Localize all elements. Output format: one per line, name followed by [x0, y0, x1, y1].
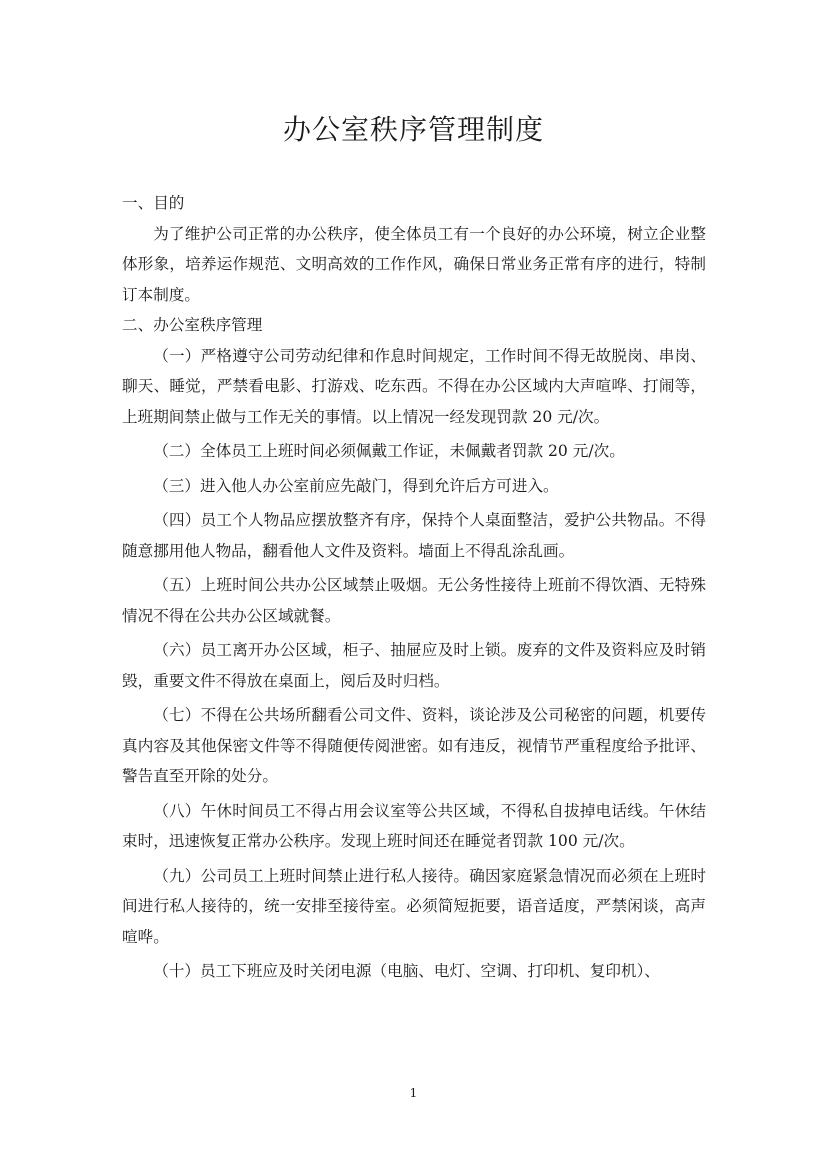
rule-paragraph-4: （四）员工个人物品应摆放整齐有序，保持个人桌面整洁，爱护公共物品。不得随意挪用他人物品，翻看他人文件及资料。墙面上不得乱涂乱画。: [122, 511, 706, 560]
rule-paragraph-6: （六）员工离开办公区域，柜子、抽屉应及时上锁。废弃的文件及资料应及时销毁，重要文件不得放在桌面上，阅后及时归档。: [122, 641, 706, 690]
section-heading-purpose: 一、目的: [122, 194, 185, 212]
page-number: 1: [409, 1086, 418, 1100]
rule-paragraph-1: （一）严格遵守公司劳动纪律和作息时间规定，工作时间不得无故脱岗、串岗、聊天、睡觉，严禁看电影、打游戏、吃东西。不得在办公区域内大声喧哗、打闹等，上班期间禁止做与工作无关的事情。以上情况一经发现罚款 20 元/次。: [122, 346, 706, 426]
rule-paragraph-10: （十）员工下班应及时关闭电源（电脑、电灯、空调、打印机、复印机）、: [153, 962, 660, 980]
document-body: [122, 188, 706, 987]
rule-paragraph-3: （三）进入他人办公室前应先敲门，得到允许后方可进入。: [153, 476, 559, 495]
rule-paragraph-8: （八）午休时间员工不得占用会议室等公共区域，不得私自拔掉电话线。午休结束时，迅速恢复正常办公秩序。发现上班时间还在睡觉者罚款 100 元/次。: [122, 801, 706, 850]
rule-paragraph-2: （二）全体员工上班时间必须佩戴工作证，未佩戴者罚款 20 元/次。: [153, 442, 625, 460]
rule-paragraph-9: （九）公司员工上班时间禁止进行私人接待。确因家庭紧急情况而必须在上班时间进行私人接待的，统一安排至接待室。必须简短扼要，语音适度，严禁闲谈，高声喧哗。: [122, 866, 706, 946]
rule-paragraph-5: （五）上班时间公共办公区域禁止吸烟。无公务性接待上班前不得饮酒、无特殊情况不得在公共办公区域就餐。: [122, 576, 706, 625]
rule-paragraph-7: （七）不得在公共场所翻看公司文件、资料，谈论涉及公司秘密的问题，机要传真内容及其他保密文件等不得随便传阅泄密。如有违反，视情节严重程度给予批评、警告直至开除的处分。: [122, 706, 706, 785]
section-heading-order-management: 二、办公室秩序管理: [122, 316, 263, 334]
purpose-paragraph: 为了维护公司正常的办公秩序，使全体员工有一个良好的办公环境，树立企业整体形象，培养运作规范、文明高效的工作作风，确保日常业务正常有序的进行，特制订本制度。: [122, 224, 706, 304]
document-title: 办公室秩序管理制度: [282, 113, 544, 146]
